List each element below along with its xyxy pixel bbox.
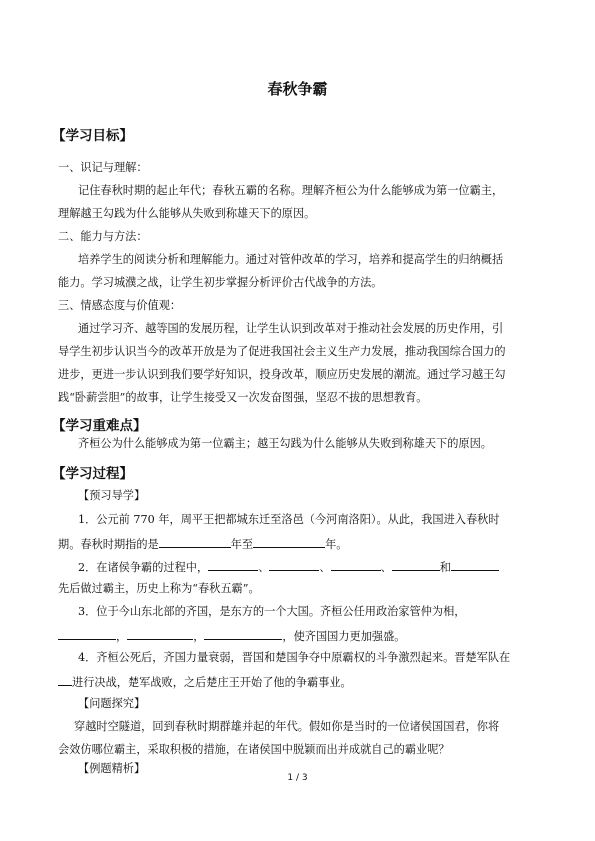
q3-text: ，使齐国国力更加强盛。 (282, 630, 406, 643)
answer-blank[interactable] (159, 536, 231, 548)
section-heading-goals: 【学习目标】 (52, 128, 133, 144)
answer-blank[interactable] (392, 559, 440, 571)
preview-label: 【预习导学】 (78, 489, 146, 502)
answer-blank[interactable] (204, 628, 282, 640)
question-1-line: 1．公元前 770 年，周平王把都城东迁至洛邑（今河南洛阳）。从此，我国进入春秋时 (78, 513, 500, 526)
question-2-line: 先后做过霸主，历史上称为“春秋五霸”。 (58, 582, 260, 595)
goal-heading-2: 二、能力与方法： (58, 230, 148, 243)
paragraph-line: 导学生初步认识当今的改革开放是为了促进我国社会主义生产力发展，推动我国综合国力的 (58, 345, 506, 358)
goal-heading-1: 一、识记与理解： (58, 161, 148, 174)
paragraph-line: 会效仿哪位霸主，采取积极的措施，在诸侯国中脱颖而出并成就自己的霸业呢？ (58, 743, 450, 756)
question-3-line: 3．位于今山东北部的齐国，是东方的一个大国。齐桓公任用政治家管仲为相， (78, 605, 466, 618)
answer-blank[interactable] (451, 559, 499, 571)
goal-heading-3: 三、情感态度与价值观： (58, 299, 182, 312)
answer-blank[interactable] (127, 628, 193, 640)
paragraph-line: 进步，更进一步认识到我们要学好知识，投身改革，顺应历史发展的潮流。通过学习越王勾 (58, 368, 506, 381)
separator: 、 (319, 561, 331, 574)
separator: 、 (258, 561, 270, 574)
paragraph-line: 通过学习齐、越等国的发展历程，让学生认识到改革对于推动社会发展的历史作用，引 (78, 322, 504, 335)
answer-blank[interactable] (208, 559, 258, 571)
q1-text: 年。 (325, 538, 348, 551)
question-2-line (78, 559, 499, 575)
q2-text: 2．在诸侯争霸的过程中， (78, 561, 209, 574)
page-title: 春秋争霸 (267, 80, 328, 98)
answer-blank[interactable] (331, 559, 381, 571)
key-point-text: 齐桓公为什么能够成为第一位霸主；越王勾践为什么能够从失败到称雄天下的原因。 (78, 437, 492, 450)
explore-label: 【问题探究】 (78, 697, 146, 710)
answer-blank[interactable] (269, 559, 319, 571)
example-label: 【例题精析】 (78, 762, 146, 775)
q1-text: 期。春秋时期指的是 (58, 538, 159, 551)
page-number: 1 / 3 (287, 773, 308, 783)
answer-blank[interactable] (58, 674, 72, 686)
question-3-blank-line (58, 628, 405, 644)
question-1-blank-line (58, 536, 347, 552)
paragraph-line: 践“卧薪尝胆”的故事，让学生接受又一次发奋图强，坚忍不拔的思想教育。 (58, 391, 428, 404)
answer-blank[interactable] (58, 628, 116, 640)
separator: ， (193, 630, 205, 643)
section-heading-process: 【学习过程】 (52, 466, 133, 482)
question-4-line: 4．齐桓公死后，齐国力量衰弱，晋国和楚国争夺中原霸权的斗争激烈起来。晋楚军队在 (78, 651, 511, 664)
paragraph-line: 穿越时空隧道，回到春秋时期群雄并起的年代。假如你是当时的一位诸侯国国君，你将 (74, 720, 500, 733)
q1-text: 年至 (230, 538, 254, 551)
paragraph-line: 培养学生的阅读分析和理解能力。通过对管仲改革的学习，培养和提高学生的归纳概括 (78, 253, 504, 266)
paragraph-line: 理解越王勾践为什么能够从失败到称雄天下的原因。 (58, 207, 316, 220)
answer-blank[interactable] (253, 536, 325, 548)
section-heading-key: 【学习重难点】 (52, 418, 147, 434)
q4-text: 进行决战，楚军战败，之后楚庄王开始了他的争霸事业。 (72, 676, 352, 689)
q2-and: 和 (439, 561, 451, 574)
paragraph-line: 记住春秋时期的起止年代；春秋五霸的名称。理解齐桓公为什么能够成为第一位霸主， (78, 184, 504, 197)
separator: 、 (380, 561, 392, 574)
separator: ， (116, 630, 128, 643)
paragraph-line: 能力。学习城濮之战，让学生初步掌握分析评价古代战争的方法。 (58, 276, 383, 289)
question-4-blank-line (58, 674, 352, 690)
